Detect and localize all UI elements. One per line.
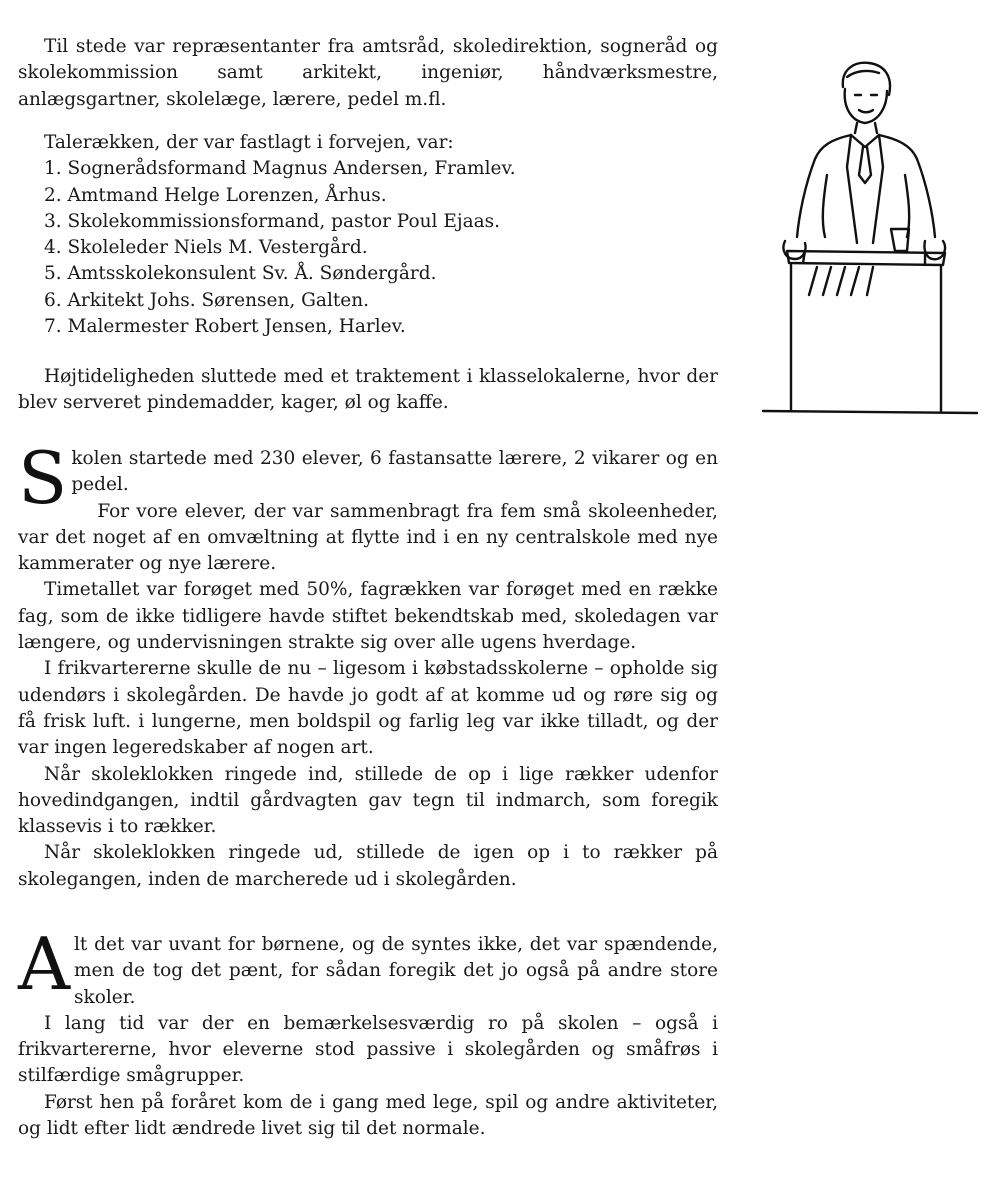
speaker-item: 5. Amtsskolekonsulent Sv. Å. Søndergård. (44, 263, 437, 285)
section-lead-paragraph (18, 922, 718, 1011)
speaker-item: 6. Arkitekt Johs. Sørensen, Galten. (44, 289, 370, 311)
speaker-item: 1. Sognerådsformand Magnus Andersen, Framlev. (44, 158, 516, 180)
section-lead-text: kolen startede med 230 elever, 6 fastansatte lærere, 2 vikarer og en pedel. (71, 448, 718, 496)
closing-paragraph: Højtideligheden sluttede med et traktement i klasselokalerne, hvor der blev serveret pindemadder, kager, øl og kaffe. (18, 366, 718, 414)
speaker-list (18, 130, 718, 340)
speaker-item: 4. Skoleleder Niels M. Vestergård. (44, 237, 368, 259)
drop-cap: A (18, 922, 70, 1006)
intro-paragraph: Til stede var repræsentanter fra amtsråd, skoledirektion, sogneråd og skolekommission samt arkitekt, ingeniør, håndværksmestre, anlægsgartner, skolelæge, lærere, pedel m.fl. (18, 36, 718, 110)
speaker-item: 3. Skolekommissionsformand, pastor Poul Ejaas. (44, 210, 501, 232)
intro-block (18, 34, 718, 113)
body-paragraph: I lang tid var der en bemærkelsesværdig ro på skolen – også i frikvartererne, hvor eleverne stod passive i skolegården og småfrøs i stilfærdige smågrupper. (18, 1012, 718, 1087)
body-paragraph: I frikvartererne skulle de nu – ligesom i købstadsskolerne – opholde sig udendørs i skolegården. De havde jo godt af at komme ud og røre sig og få frisk luft. i lungerne, men boldspil og farlig leg var ikke tilladt, og der var ingen legeredskaber af nogen art. (18, 658, 718, 759)
section-school-start (18, 436, 718, 893)
body-paragraph: For vore elever, der var sammenbragt fra fem små skoleenheder, var det noget af en omvæltning at flytte ind i en ny centralskole med nye kammerater og nye lærere. (18, 500, 718, 575)
section-lead-text: lt det var uvant for børnene, og de syntes ikke, det var spændende, men de tog det pænt, for sådan foregik det jo også på andre store skoler. (74, 934, 718, 1008)
section-lead-paragraph (18, 436, 718, 520)
section-adjustment (18, 922, 718, 1142)
body-paragraph: Når skoleklokken ringede ind, stillede de op i lige rækker udenfor hovedindgangen, indtil gårdvagten gav tegn til indmarch, som foregik klassevis i to rækker. (18, 763, 718, 838)
body-paragraph: Timetallet var forøget med 50%, fagrækken var forøget med en række fag, som de ikke tidligere havde stiftet bekendtskab med, skoledagen var længere, og undervisningen strakte sig over alle ugens hverdage. (18, 579, 718, 654)
speaker-list-heading: Talerækken, der var fastlagt i forvejen, var: (44, 132, 454, 153)
drop-cap: S (18, 436, 68, 520)
closing-block (18, 364, 718, 417)
speaker-item: 7. Malermester Robert Jensen, Harlev. (44, 316, 406, 338)
speaker-item: 2. Amtmand Helge Lorenzen, Århus. (44, 184, 387, 206)
body-paragraph: Først hen på foråret kom de i gang med lege, spil og andre aktiviteter, og lidt efter lidt ændrede livet sig til det normale. (18, 1091, 718, 1140)
speaker-at-podium-drawing (755, 55, 980, 430)
body-paragraph: Når skoleklokken ringede ud, stillede de igen op i to rækker på skolegangen, inden de marcherede ud i skolegården. (18, 842, 718, 890)
